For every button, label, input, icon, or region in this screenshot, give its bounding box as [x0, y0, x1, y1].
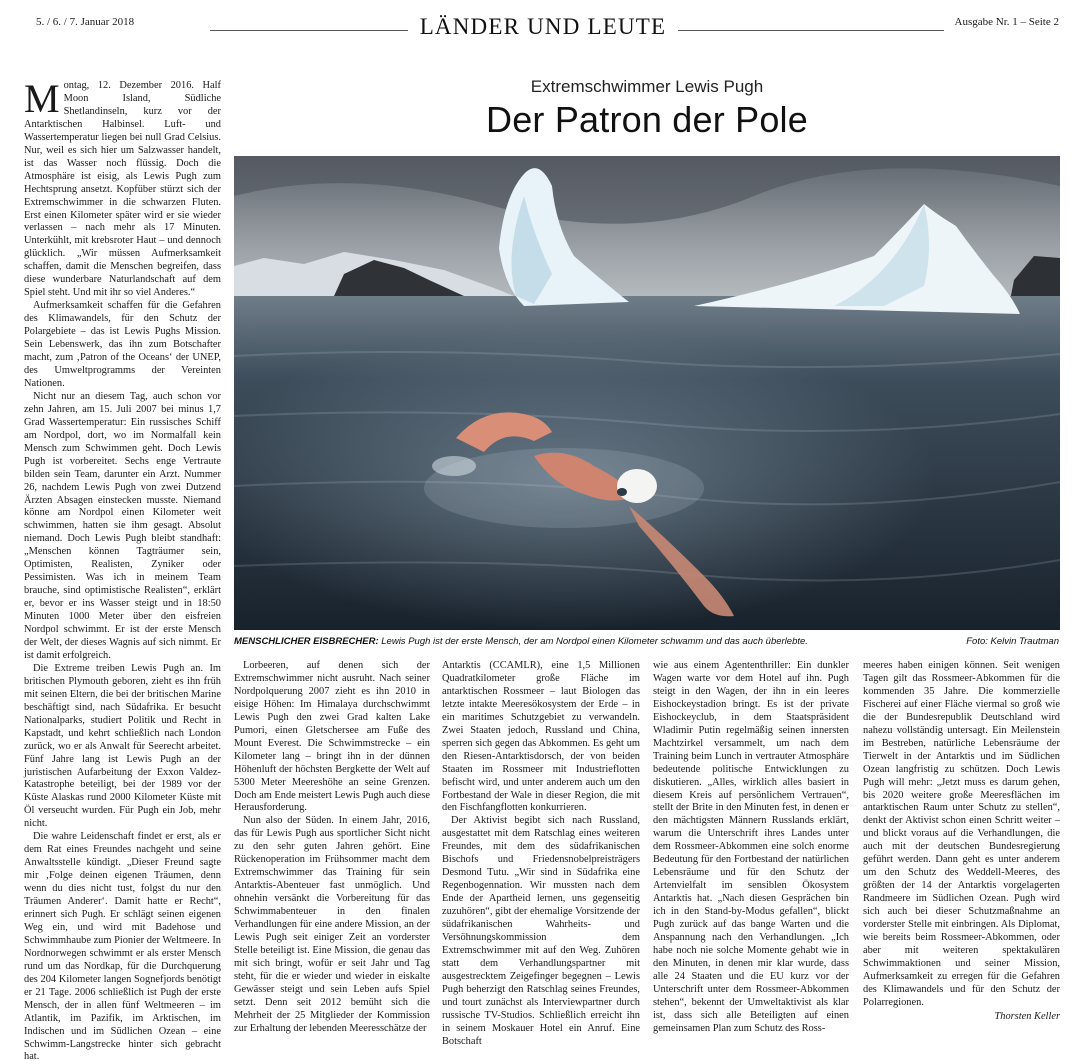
photo-credit: Foto: Kelvin Trautman [966, 636, 1059, 647]
header-rule-right [678, 30, 944, 31]
caption-text: Lewis Pugh ist der erste Mensch, der am Nordpol einen Kilometer schwamm und das auch überlebte. [381, 636, 808, 647]
article-paragraph: wie aus einem Agententhriller: Ein dunkler Wagen warte vor dem Hotel auf ihn. Pugh steigt in den Wagen, der ihn in ein leeres Eishockeystadion bringt. Es ist der private Eishockeyclub, in dem Staatspräsident Wladimir Putin regelmäßig seinen innersten Machtzirkel versammelt, um nach dem Training beim Lunch in vertrauter Atmosphäre bedeutende politische Entwicklungen zu diskutieren. „Alles, wirklich alles basiert in diesem Kreis auf persönlichem Vertrauen“, stellt der Brite in den Minuten fest, in denen er den mächtigsten Männern Russlands erklärt, warum die Unterschrift ihres Landes unter dem Rossmeer-Abkommen eine solch enorme Bedeutung für den Fortbestand der natürlichen Lebensräume und für den Schutz der Artenvielfalt im sensiblen Ökosystem Antarktis hat. „Nach diesen Gesprächen bin ich in den Stand-by-Modus gefallen“, blickt Pugh zurück auf das bange Warten und die Anspannung nach den Verhandlungen. „Ich habe noch nie solche Momente gehabt wie in den Minuten, in denen mir klar wurde, dass alle 24 Staaten und die EU kurz vor der Unterschrift unter dem Rossmeer-Abkommen stehen“, bekennt der Umweltaktivist als klar ist, dass sich alle Beteiligten auf einen gemeinsamen Plan zum Schutz des Ross- [653, 660, 849, 1034]
article-paragraph: Die Extreme treiben Lewis Pugh an. Im britischen Plymouth geboren, zieht es ihn früh mit seinen Eltern, die bei der britischen Marine beschäftigt sind, nach Südafrika. Er besucht Nationalparks, studiert Politik und Recht in Kapstadt, und kehrt schließlich nach London zurück, wo er als Anwalt für Seerecht arbeitet. Fünf Jahre lang ist Lewis Pugh an der juristischen Aufarbeitung der Exxon Valdez-Katastrophe beteiligt, bei der 1989 vor der Küste Alaskas rund 2000 Kilometer Küste mit Öl verseucht wurden. Für Pugh ein Job, mehr nicht. [24, 662, 221, 830]
article-column-3 [442, 660, 640, 1047]
article-paragraph: Die wahre Leidenschaft findet er erst, als er dem Rat eines Freundes nachgeht und seine Anwaltsstelle kündigt. „Dieser Freund sagte mir ‚Folge deinen eigenen Träumen, denn wenn du dies nicht tust, folgst du nur den Träumen Anderer‘. Damit hatte er Recht“, erinnert sich Pugh. Er schlägt seinen eigenen Weg ein, und wird mit Badehose und Schwimmhaube zum Pionier der Weltmeere. In Nordnorwegen schwimmt er als erster Mensch rund um das Nordkap, für die Durchquerung des 204 Kilometer langen Sognefjords benötigt er 21 Tage. 2006 schließlich ist Pugh der erste Mensch, der in allen fünf Weltmeeren – im Atlantik, im Pazifik, im Arktischen, im Indischen und im Südlichen Ozean – eine Schwimm-Langstrecke hinter sich gebracht hat. [24, 831, 221, 1063]
article-column-2 [234, 660, 430, 1034]
article-paragraph: Aufmerksamkeit schaffen für die Gefahren des Klimawandels, für den Schutz der Polargebiete – das ist Lewis Pughs Mission. Sein Lebenswerk, das ihn zum Botschafter macht, zum ‚Patron of the Oceans‘ der UNEP, des Umweltprogramms der Vereinten Nationen. [24, 300, 221, 389]
swimmer-photo-illustration [234, 156, 1060, 630]
drop-cap: M [24, 76, 60, 121]
article-paragraph: Antarktis (CCAMLR), eine 1,5 Millionen Quadratkilometer große Fläche im antarktischen Rossmeer – laut Biologen das letzte intakte Meeresökosystem der Erde – in ein maritimes Schutzgebiet zu verwandeln. Zwei Staaten jedoch, Russland und China, sperren sich gegen das Abkommen. Es geht um den Riesen-Antarktisdorsch, der von beiden Staaten im Rossmeer mit Industrieflotten befischt wird, und unter anderem auch um den Fortbestand der Wale in dieser Region, die mit den Fischfangflotten konkurrieren. [442, 660, 640, 814]
article-paragraph: Der Aktivist begibt sich nach Russland, ausgestattet mit dem Ratschlag eines weiteren Freundes, mit dem des südafrikanischen Bischofs und Friedensnobelpreisträgers Desmond Tutu. „Wir sind in Südafrika eine Regenbogennation. Wir mussten nach dem Ende der Apartheid lernen, uns gegenseitig zuzuhören“, gibt der ehemalige Vorsitzende der südafrikanischen Wahrheits- und Versöhnungskommission dem Extremschwimmer mit auf den Weg. Zuhören statt dem Verhandlungspartner mit ausgestrecktem Zeigefinger begegnen – Lewis Pugh beherzigt den Ratschlag seines Freundes, und tourt zunächst als Interviewpartner durch russische TV-Studios. Schließlich erreicht ihn in seinem Moskauer Hotel ein Anruf. Eine Botschaft [442, 815, 640, 1047]
article-paragraph: Montag, 12. Dezember 2016. Half Moon Island, Südliche Shetlandinseln, kurz vor der Antarktischen Halbinsel. Luft- und Wassertemperatur liegen bei null Grad Celsius. Nur, weil es sich hier um Salzwasser handelt, ist das Wasser noch flüssig. Doch die Atmosphäre ist eisig, als Lewis Pugh zum Hechtsprung ansetzt. Kopfüber stürzt sich der Extremschwimmer in die schwarzen Fluten. Erst einen Kilometer später wird er sie wieder verlassen – nach mehr als 17 Minuten. Unterkühlt, mit krebsroter Haut – und dennoch glücklich. „Wir müssen Aufmerksamkeit schaffen, damit die Menschen begreifen, dass diese wunderbare Naturlandschaft auf dem Spiel steht. Und mit ihr so viel Anderes.“ [24, 76, 221, 299]
article-headline: Der Patron der Pole [486, 99, 808, 140]
article-kicker: Extremschwimmer Lewis Pugh [530, 77, 764, 96]
issue-date: 5. / 6. / 7. Januar 2018 [36, 16, 135, 28]
section-title: LÄNDER UND LEUTE [419, 14, 667, 39]
author-byline: Thorsten Keller [994, 1010, 1060, 1022]
swimmer-photo [234, 156, 1060, 630]
caption-label: MENSCHLICHER EISBRECHER: [234, 636, 379, 647]
article-column-4 [653, 660, 849, 1034]
article-paragraph: Lorbeeren, auf denen sich der Extremschwimmer nicht ausruht. Nach seiner Nordpolquerung 2007 zieht es ihn 2010 in eisige Höhen: Im Himalaya durchschwimmt Lewis Pugh den zwei Grad kalten Lake Pumori, einen Gletschersee am Fuße des Mount Everest. Die Schwimmstrecke – ein Kilometer lang – bringt ihn in der dünnen Höhenluft der höchsten Bergkette der Welt auf 5300 Meter Meereshöhe an seine Grenzen. Doch am Ende meistert Lewis Pugh auch diese Herausforderung. [234, 660, 430, 814]
article-paragraph: Nun also der Süden. In einem Jahr, 2016, das für Lewis Pugh aus sportlicher Sicht nicht zu den sehr guten Jahren gehört. Eine Rückenoperation im Frühsommer macht dem Extremschwimmer das Training für sein Antarktis-Abenteuer fast unmöglich. Und ohnehin versänkt die Vorbereitung für das Schwimmabenteuer in den finalen Verhandlungen für eine andere Mission, an der Lewis Pugh seit einiger Zeit an vorderster Stelle beteiligt ist. Eine Mission, die genau das mit sich bringt, wofür er seit Jahr und Tag steht, für die er wieder und wieder in eiskalte Gewässer steigt und sein Leben aufs Spiel setzt. Denn seit 2012 bemüht sich die Mehrheit der 25 Mitglieder der Kommission zur Erhaltung der lebenden Meeresschätze der [234, 815, 430, 1034]
header-rule-left [210, 30, 408, 31]
photo-caption [234, 636, 974, 647]
edition-page: Ausgabe Nr. 1 – Seite 2 [954, 16, 1059, 28]
article-column-5 [863, 660, 1060, 1022]
article-column-1 [24, 76, 221, 1063]
article-paragraph: Nicht nur an diesem Tag, auch schon vor zehn Jahren, am 15. Juli 2007 bei minus 1,7 Grad Wassertemperatur: Ein russisches Schiff am Nordpol, dort, wo im Normalfall kein Mensch zum Schwimmen geht. Doch Lewis Pugh ist vorbereitet. Sechs enge Vertraute bilden sein Team, darunter ein Arzt. Nummer 26, nachdem Lewis Pugh von zwei Dutzend Ärzten Absagen einstecken musste. Niemand könne am Nordpol einen Kilometer weit schwimmen, hatten sie ihm gesagt. Absolut niemand. Doch Lewis Pugh bleibt standhaft: „Menschen können Tagträumer sein, Optimisten, Realisten, Zyniker oder Pessimisten. Was ich in meinem Team brauche, sind optimistische Realisten“, erklärt er, bevor er ins Wasser steigt und in 18:50 Minuten 1000 Meter über den eisfreien Nordpol schwimmt. Er ist der erste Mensch der Welt, der dieses Wagnis auf sich nimmt. Er ist damit erfolgreich. [24, 390, 221, 661]
article-paragraph: meeres haben einigen können. Seit wenigen Tagen gilt das Rossmeer-Abkommen für die kommenden 35 Jahre. Die kommerzielle Fischerei auf einer Fläche viermal so groß wie die der Bundesrepublik Deutschland wird nahezu vollständig untersagt. Ein Meilenstein im Bestreben, natürliche Lebensräume der Tierwelt in der Antarktis und im Südlichen Ozean langfristig zu schützen. Doch Lewis Pugh will mehr: „Jetzt muss es darum gehen, bis 2020 weitere große Meeresflächen im antarktischen Raum unter Schutz zu stellen“, denkt der Aktivist schon einen Schritt weiter – und blickt voraus auf die Verhandlungen, die auch mit der deutschen Bundesregierung geführt werden. Dann geht es unter anderem um den Schutz des Weddell-Meeres, des größten der 14 der Antarktis vorgelagerten Randmeere im Südlichen Ozean. Pugh wird sich auch bei dieser Schutzmaßnahme an vorderster Stelle mit einbringen. Als Diplomat, wie bereits beim Rossmeer-Abkommen, oder aber mit weiteren spektakulären Schwimmaktionen und seiner Mission, Aufmerksamkeit zu erregen für die Gefahren des Klimawandels und für den Schutz der Polarregionen. [863, 660, 1060, 1008]
